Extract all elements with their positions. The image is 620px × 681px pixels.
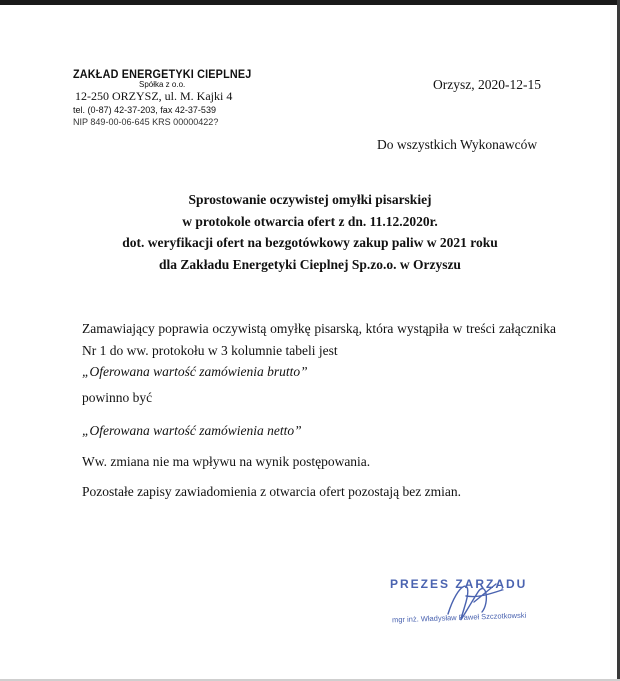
signature-role: PREZES ZARZĄDU: [390, 577, 528, 591]
title-line-3: dot. weryfikacji ofert na bezgotówkowy zakup paliw w 2021 roku: [122, 235, 498, 250]
title-line-2: w protokole otwarcia ofert z dn. 11.12.2020r.: [182, 213, 438, 229]
letterhead-stamp: [73, 69, 273, 128]
signature-name: mgr inż. Władysław Paweł Szczotkowski: [391, 610, 527, 625]
title-line-1: Sprostowanie oczywistej omyłki pisarskiej: [188, 192, 432, 207]
correction-paragraph: [82, 318, 556, 383]
company-phone: tel. (0-87) 42-37-203, fax 42-37-539: [73, 105, 216, 116]
company-legal-form: Spółka z o.o.: [139, 80, 186, 89]
company-nip-krs: NIP 849-00-06-645 KRS 00000422?: [73, 117, 219, 128]
recipient: Do wszystkich Wykonawców: [377, 137, 538, 152]
signature-stamp: [378, 572, 548, 642]
should-be-text: powinno być: [82, 390, 153, 405]
original-phrase: „Oferowana wartość zamówienia brutto”: [82, 364, 308, 379]
handwritten-signature-icon: [378, 572, 548, 642]
corrected-phrase: „Oferowana wartość zamówienia netto”: [82, 423, 302, 438]
document-title: [60, 189, 560, 275]
page-top-border: [0, 0, 620, 5]
title-line-4: dla Zakładu Energetyki Cieplnej Sp.zo.o. w Orzyszu: [159, 256, 461, 272]
remaining-unchanged-statement: Pozostałe zapisy zawiadomienia z otwarcia ofert pozostają bez zmian.: [82, 484, 461, 499]
correction-text: Zamawiający poprawia oczywistą omyłkę pisarską, która wystąpiła w treści załącznika Nr 1 do ww. protokołu w 3 kolumnie tabeli jest: [82, 321, 556, 358]
company-name: ZAKŁAD ENERGETYKI CIEPLNEJ: [73, 69, 252, 81]
impact-statement: Ww. zmiana nie ma wpływu na wynik postępowania.: [82, 454, 371, 469]
document-date: Orzysz, 2020-12-15: [433, 77, 541, 92]
company-address: 12-250 ORZYSZ, ul. M. Kajki 4: [75, 89, 233, 103]
